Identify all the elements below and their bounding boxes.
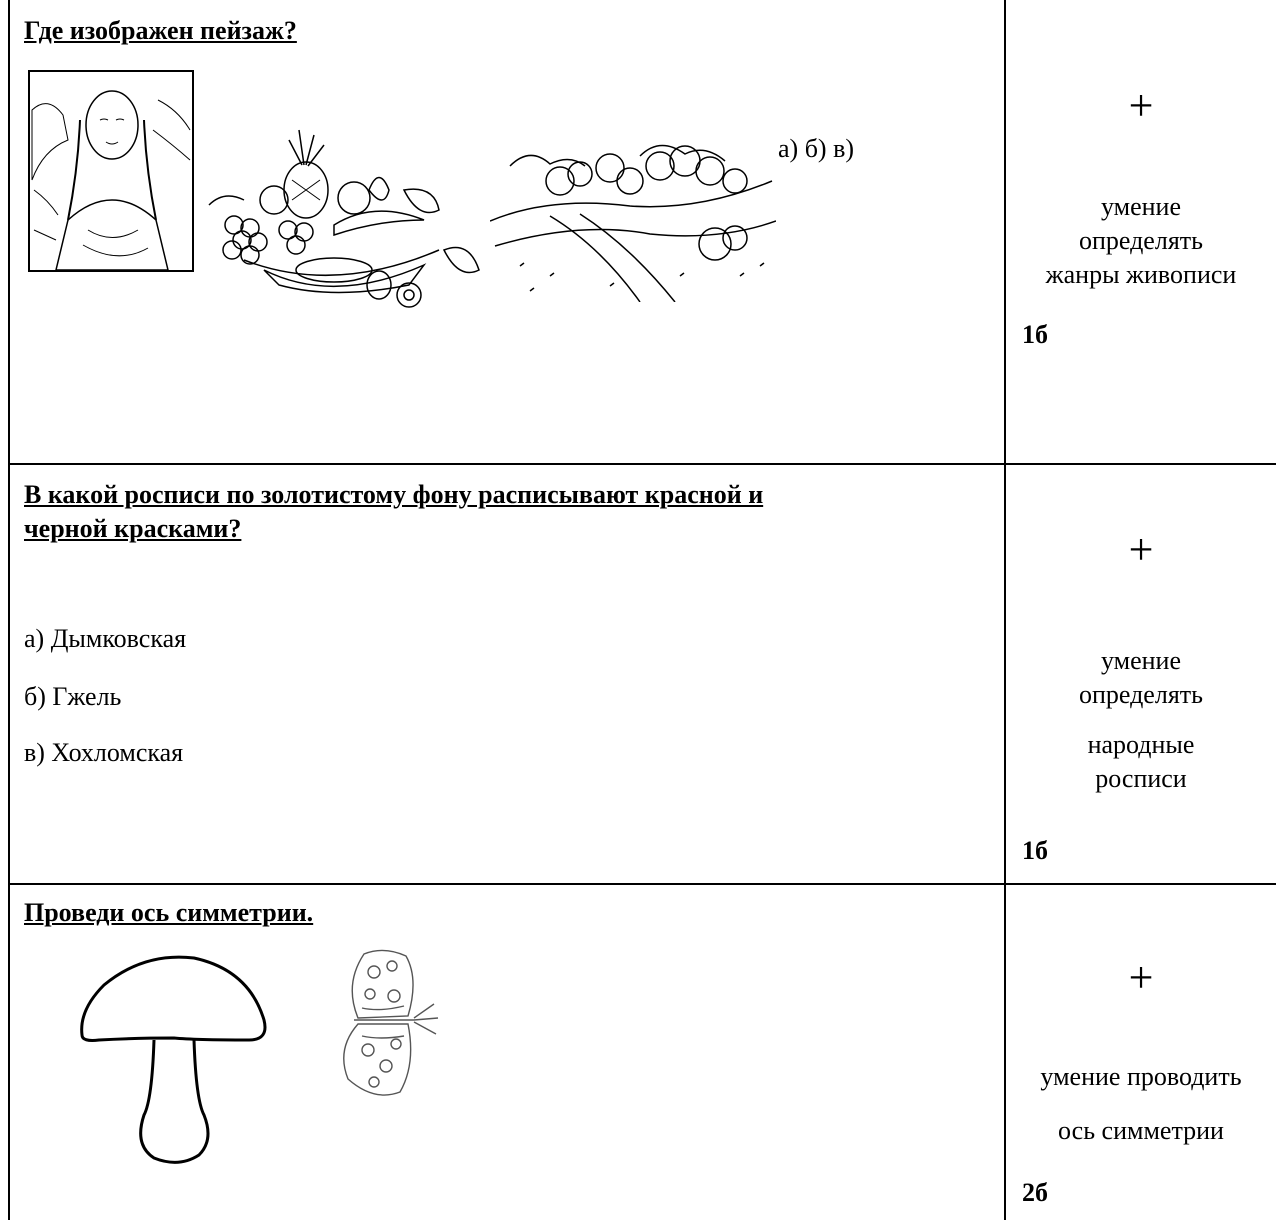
skill-description xyxy=(1006,1062,1276,1146)
answer-option-c: в) Хохломская xyxy=(24,738,184,767)
question-title: Где изображен пейзаж? xyxy=(24,16,297,45)
skill-line: умение xyxy=(1100,192,1182,221)
skill-line: умение xyxy=(1100,646,1182,675)
question-title-line1: В какой росписи по золотистому фону расписывают красной и xyxy=(24,480,764,509)
row-divider xyxy=(8,463,1276,465)
skill-line: росписи xyxy=(1095,764,1187,793)
skill-line: народные xyxy=(1087,730,1195,759)
mushroom-outline xyxy=(74,950,274,1164)
row-divider xyxy=(8,883,1276,885)
question-title-line2: черной красками? xyxy=(24,514,242,543)
mark-plus: + xyxy=(1128,525,1154,574)
skill-description xyxy=(1006,190,1276,292)
skill-line: умение проводить xyxy=(1040,1062,1242,1091)
skill-line: определять xyxy=(1078,680,1204,709)
butterfly-outline xyxy=(324,944,440,1104)
skill-line: жанры живописи xyxy=(1045,260,1237,289)
score: 2б xyxy=(1022,1178,1048,1207)
skill-line: определять xyxy=(1078,226,1204,255)
skill-description xyxy=(1006,644,1276,796)
inline-answer-options: а) б) в) xyxy=(778,134,855,163)
table-column-divider xyxy=(1004,0,1006,1220)
answer-option-a: а) Дымковская xyxy=(24,624,187,653)
mark-plus: + xyxy=(1128,953,1154,1002)
answer-option-b: б) Гжель xyxy=(24,682,122,711)
mark-plus: + xyxy=(1128,81,1154,130)
skill-line: ось симметрии xyxy=(1058,1116,1224,1145)
table-left-border xyxy=(8,0,10,1220)
question-title: Проведи ось симметрии. xyxy=(24,898,314,927)
portrait-drawing xyxy=(28,70,194,272)
fruit-still-life-drawing xyxy=(204,120,482,314)
score: 1б xyxy=(1022,836,1048,865)
score: 1б xyxy=(1022,320,1048,349)
landscape-drawing xyxy=(490,126,776,302)
